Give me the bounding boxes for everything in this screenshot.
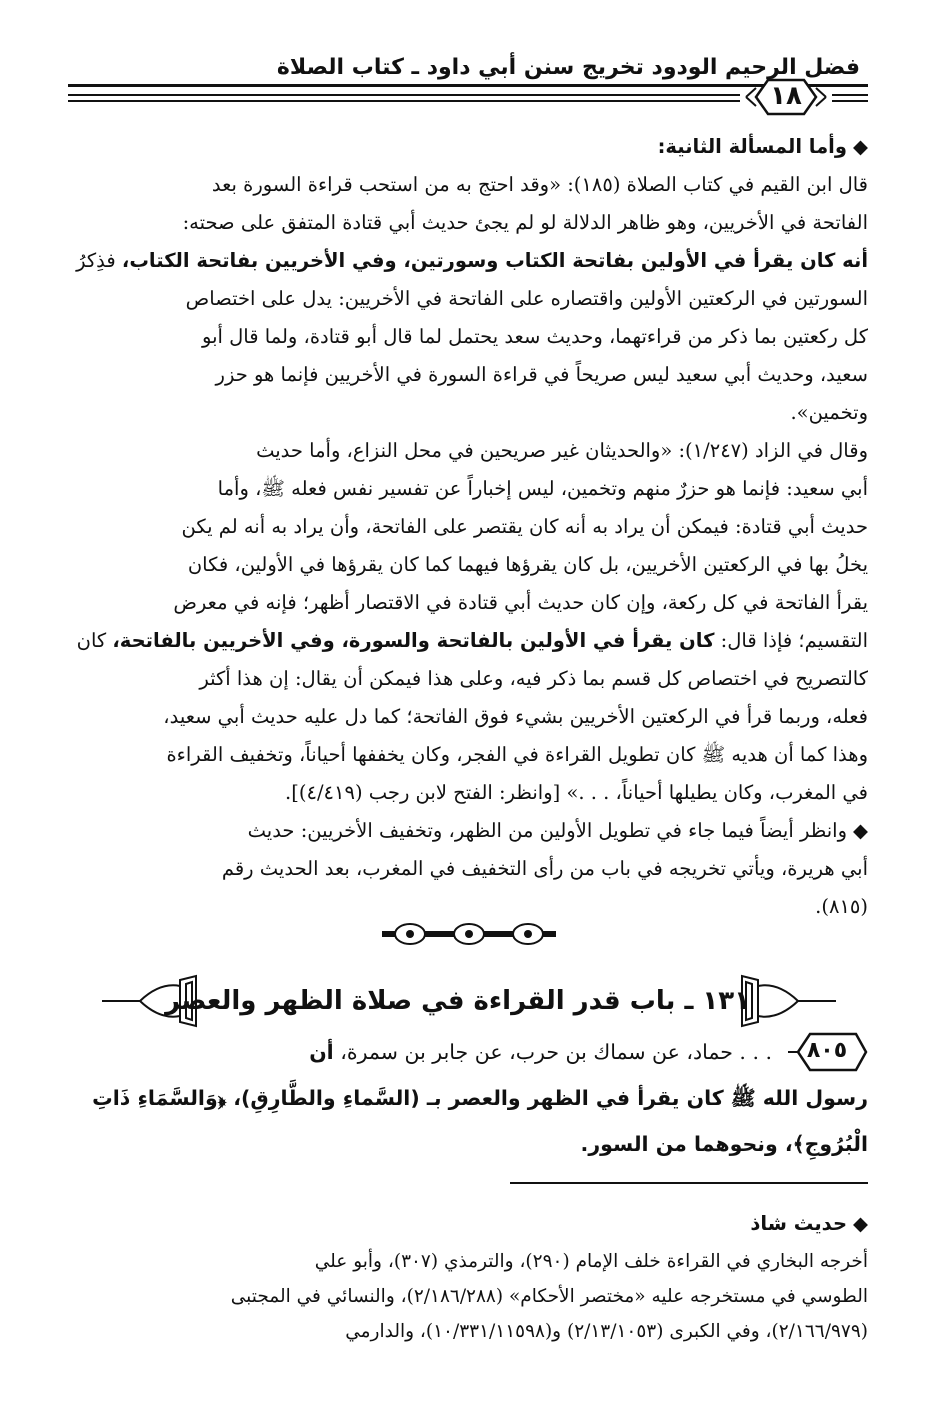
paragraph-line: كالتصريح في اختصاص كل قسم بما ذكر فيه، وعلى هذا فيمكن أن يقال: إن هذا أكثر (199, 667, 868, 690)
matn-start: أن (309, 1040, 334, 1064)
hadith-number: ٨٠٥ (806, 1038, 848, 1063)
trailing-text: كان (76, 629, 113, 652)
paragraph-line: كل ركعتين بما ذكر من قراءتهما، وحديث سعد يحتمل لما قال أبو قتادة، ولما قال أبو (202, 325, 868, 348)
diamond-icon: ◆ (853, 819, 868, 842)
paragraph-line: فعله، وربما قرأ في الركعتين الأخريين بشيء فوق الفاتحة؛ كما دل عليه حديث أبي سعيد، (163, 705, 868, 728)
takhrij-line: الطوسي في مستخرجه عليه «مختصر الأحكام» (٢/١٨٦/٢٨٨)، والنسائي في المجتبى (230, 1286, 868, 1307)
paragraph-line-bold (70, 622, 868, 660)
paragraph-line: السورتين في الركعتين الأولين واقتصاره على الفاتحة في الأخريين: يدل على اختصاص (185, 287, 868, 310)
trailing-text: فذِكرُ (76, 249, 116, 272)
grading-text: حديث شاذ (750, 1212, 847, 1235)
paragraph-line: سعيد، وحديث أبي سعيد ليس صريحاً في قراءة السورة في الأخريين فإنما هو حزر (215, 363, 868, 386)
paragraph-line: الفاتحة في الأخريين، وهو ظاهر الدلالة لو لم يجئ حديث أبي قتادة المتفق على صحته: (182, 211, 868, 234)
hadith-line: الْبُرُوجِ﴾، ونحوهما من السور. (580, 1132, 868, 1156)
paragraph-line: وتخمين». (790, 401, 868, 424)
takhrij-line: أخرجه البخاري في القراءة خلف الإمام (٢٩٠)، والترمذي (٣٠٧)، وأبو علي (314, 1251, 868, 1272)
paragraph-line-bold (70, 242, 868, 280)
paragraph-line (70, 812, 868, 850)
section-heading (70, 128, 868, 166)
paragraph-line: وهذا كما أن هديه ﷺ كان تطويل القراءة في الفجر، وكان يخففها أحياناً، وتخفيف القراءة (166, 743, 868, 766)
paragraph-line: قال ابن القيم في كتاب الصلاة (١٨٥): «وقد احتج به من استحب قراءة السورة بعد (211, 173, 868, 196)
hadith-text (70, 1029, 868, 1167)
paragraph-line: في المغرب، وكان يطيلها أحياناً، . . .» [وانظر: الفتح لابن رجب (٤/٤١٩)]. (285, 781, 868, 804)
ornament-divider (380, 920, 558, 948)
lead-text: التقسيم؛ فإذا قال: (714, 629, 868, 652)
page-number-badge (742, 74, 830, 120)
diamond-icon: ◆ (853, 1212, 868, 1235)
section-second-issue (70, 128, 868, 432)
takhrij (70, 1244, 868, 1349)
paragraph-line: أبي هريرة، ويأتي تخريجه في باب من رأى التخفيف في المغرب، بعد الحديث رقم (221, 857, 868, 880)
isnad-text: . . . حماد، عن سماك بن حرب، عن جابر بن سمرة، (340, 1040, 772, 1064)
paragraph-line: وقال في الزاد (١/٢٤٧): «والحديثان غير صريحين في محل النزاع، وأما حديث (256, 439, 868, 462)
page-number: ١٨ (770, 81, 802, 111)
header-double-rule (68, 94, 740, 96)
takhrij-line: (٢/١٦٦/٩٧٩)، وفي الكبرى (٢/١٣/١٠٥٣) و(١٠/٣٣١/١١٥٩٨)، والدارمي (345, 1321, 868, 1342)
header-double-rule (832, 100, 868, 102)
grading-label (70, 1205, 868, 1243)
paragraph-line: أبي سعيد: فإنما هو حزرٌ منهم وتخمين، ليس إخباراً عن تفسير نفس فعله ﷺ، وأما (217, 477, 868, 500)
running-header-title: فضل الرحيم الودود تخريج سنن أبي داود ـ كتاب الصلاة (276, 55, 860, 80)
chapter-title: ١٣١ ـ باب قدر القراءة في صلاة الظهر والعصر (165, 986, 750, 1016)
paragraph-line: حديث أبي قتادة: فيمكن أن يراد به أنه كان يقتصر على الفاتحة، وأن يراد به أنه لم يكن (181, 515, 868, 538)
hadith-line: رسول الله ﷺ كان يقرأ في الظهر والعصر بـ (السَّماءِ والطَّارِقِ)، ﴿وَالسَّمَاءِ ذَاتِ (92, 1086, 868, 1110)
header-double-rule (68, 100, 740, 102)
bold-phrase: أنه كان يقرأ في الأولين بفاتحة الكتاب وسورتين، وفي الأخريين بفاتحة الكتاب، (121, 249, 868, 272)
heading-text: وأما المسألة الثانية: (657, 135, 847, 158)
diamond-icon: ◆ (853, 135, 868, 158)
paragraph-line: (٨١٥). (815, 895, 868, 918)
bold-phrase: كان يقرأ في الأولين بالفاتحة والسورة، وفي الأخريين بالفاتحة، (112, 629, 715, 652)
grading (70, 1205, 868, 1243)
section-zad (70, 432, 868, 812)
footnote-rule (510, 1182, 868, 1184)
hadith-line (70, 1029, 868, 1075)
section-see-also (70, 812, 868, 926)
header-double-rule (832, 94, 868, 96)
paragraph-line: يخلُ بها في الركعتين الأخريين، بل كان يقرؤها فيهما كما كان يقرؤها في الأولين، فكان (187, 553, 868, 576)
line-text: وانظر أيضاً فيما جاء في تطويل الأولين من الظهر، وتخفيف الأخريين: حديث (247, 819, 847, 842)
paragraph-line: يقرأ الفاتحة في كل ركعة، وإن كان حديث أبي قتادة في الاقتصار أظهر؛ فإنه في معرض (173, 591, 868, 614)
